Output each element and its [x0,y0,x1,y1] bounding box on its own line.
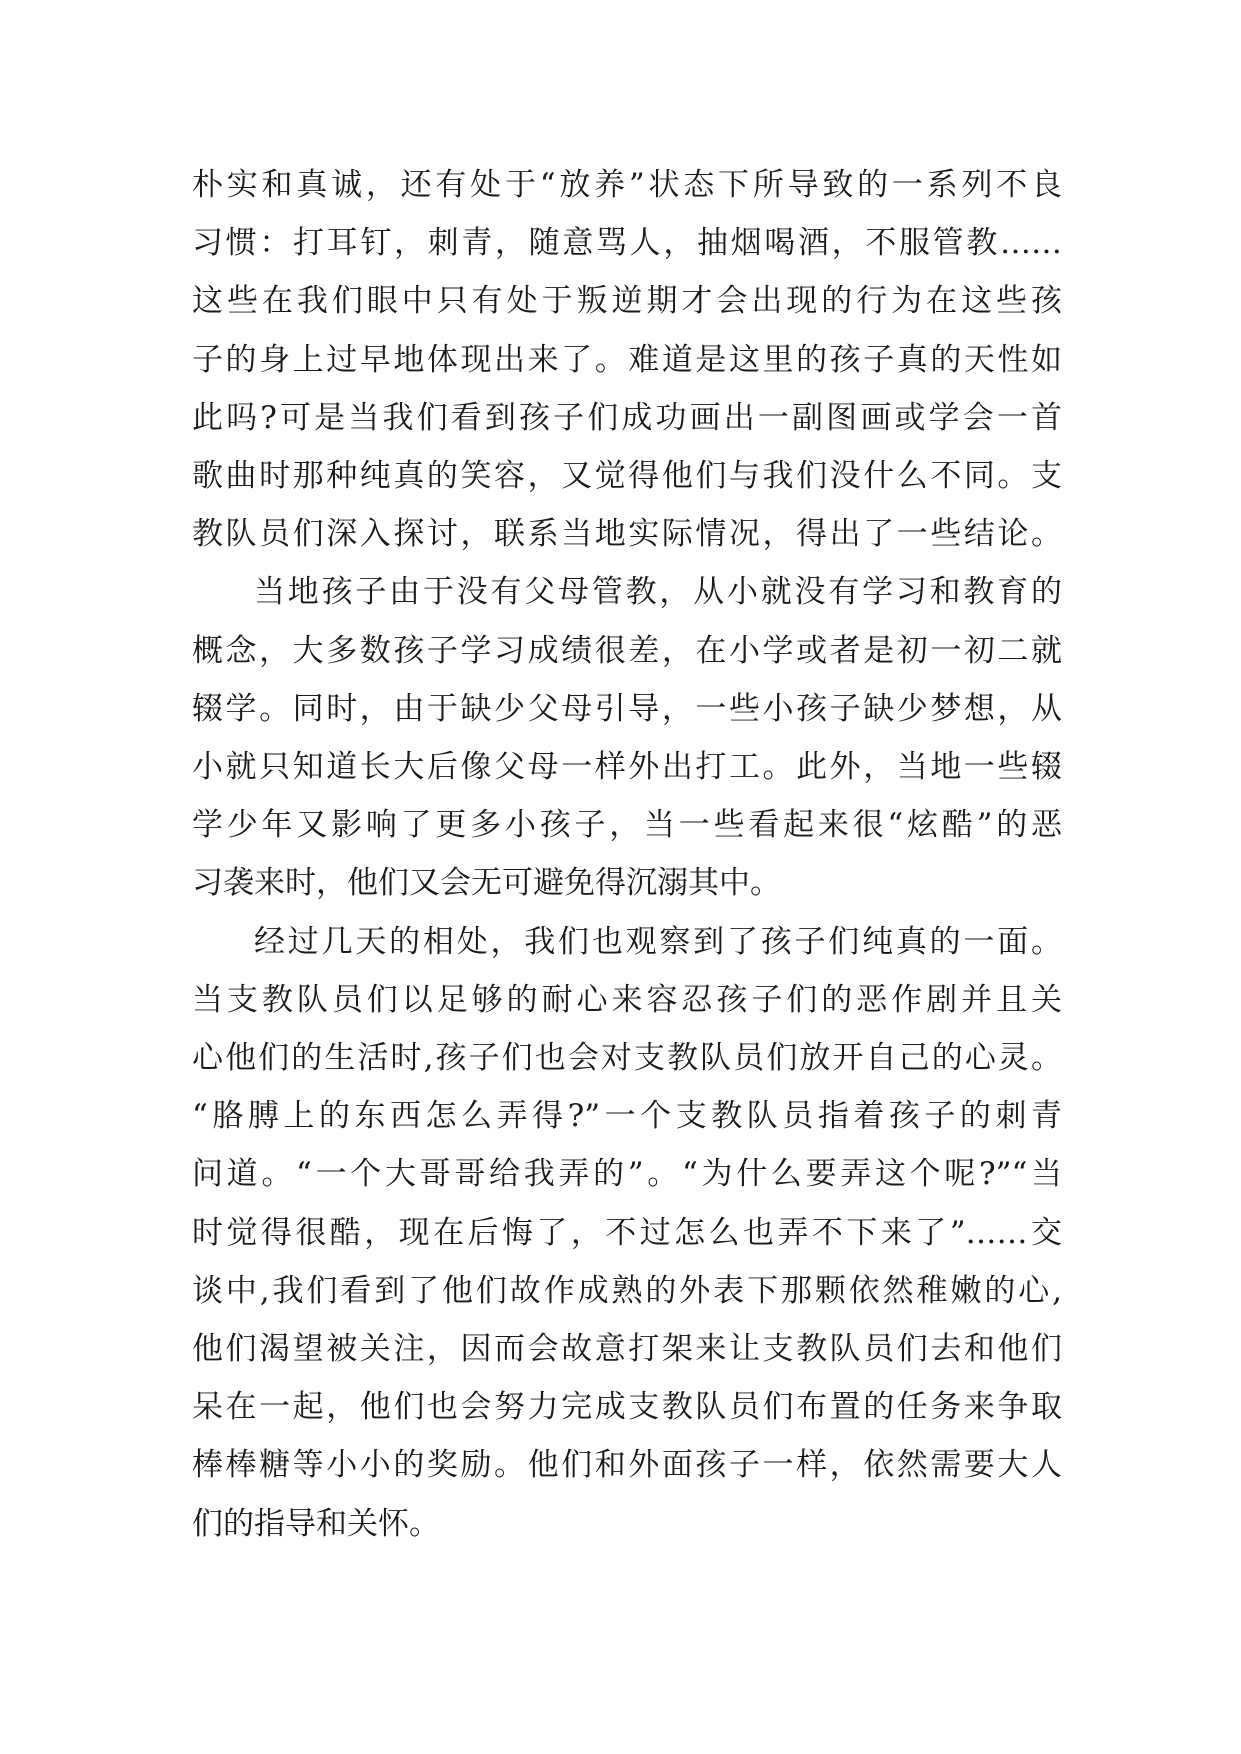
text-line: 棒棒糖等小小的奖励。他们和外面孩子一样，依然需要大人 [192,1447,1062,1484]
text-line: 这些在我们眼中只有处于叛逆期才会出现的行为在这些孩 [192,283,1062,320]
text-line: 辍学。同时，由于缺少父母引导，一些小孩子缺少梦想，从 [192,690,1062,727]
text-line: 他们渴望被关注，因而会故意打架来让支教队员们去和他们 [192,1331,1062,1368]
text-line: 谈中,我们看到了他们故作成熟的外表下那颗依然稚嫩的心, [192,1272,1062,1309]
text-line: 当支教队员们以足够的耐心来容忍孩子们的恶作剧并且关 [192,981,1062,1018]
text-line: 们的指导和关怀。 [192,1505,440,1542]
paragraph-3 [192,913,1062,1553]
paragraph-1 [192,156,1062,563]
text-line: 当地孩子由于没有父母管教，从小就没有学习和教育的 [254,574,1062,611]
text-line: 概念，大多数孩子学习成绩很差，在小学或者是初一初二就 [192,632,1062,669]
paragraph-2 [192,563,1062,912]
text-line: 子的身上过早地体现出来了。难道是这里的孩子真的天性如 [192,341,1062,378]
text-line: 教队员们深入探讨，联系当地实际情况，得出了一些结论。 [192,516,1062,553]
text-line: 歌曲时那种纯真的笑容，又觉得他们与我们没什么不同。支 [192,458,1062,495]
text-line: 问道。“一个大哥哥给我弄的”。“为什么要弄这个呢?”“当 [192,1156,1062,1193]
text-line: 心他们的生活时,孩子们也会对支教队员们放开自己的心灵。 [192,1040,1062,1077]
text-line: 习惯：打耳钉，刺青，随意骂人，抽烟喝酒，不服管教…… [192,225,1062,262]
text-line: 朴实和真诚，还有处于“放养”状态下所导致的一系列不良 [192,167,1062,203]
document-body [192,156,1062,1553]
text-line: 学少年又影响了更多小孩子，当一些看起来很“炫酷”的恶 [192,807,1062,844]
text-line: 小就只知道长大后像父母一样外出打工。此外，当地一些辍 [192,749,1062,786]
text-line: “胳膊上的东西怎么弄得?”一个支教队员指着孩子的刺青 [192,1098,1062,1135]
text-line: 呆在一起，他们也会努力完成支教队员们布置的任务来争取 [192,1389,1062,1426]
text-line: 时觉得很酷，现在后悔了，不过怎么也弄不下来了”……交 [192,1214,1062,1251]
text-line: 经过几天的相处，我们也观察到了孩子们纯真的一面。 [254,923,1062,960]
text-line: 习袭来时，他们又会无可避免得沉溺其中。 [192,865,781,902]
text-line: 此吗?可是当我们看到孩子们成功画出一副图画或学会一首 [192,399,1062,436]
